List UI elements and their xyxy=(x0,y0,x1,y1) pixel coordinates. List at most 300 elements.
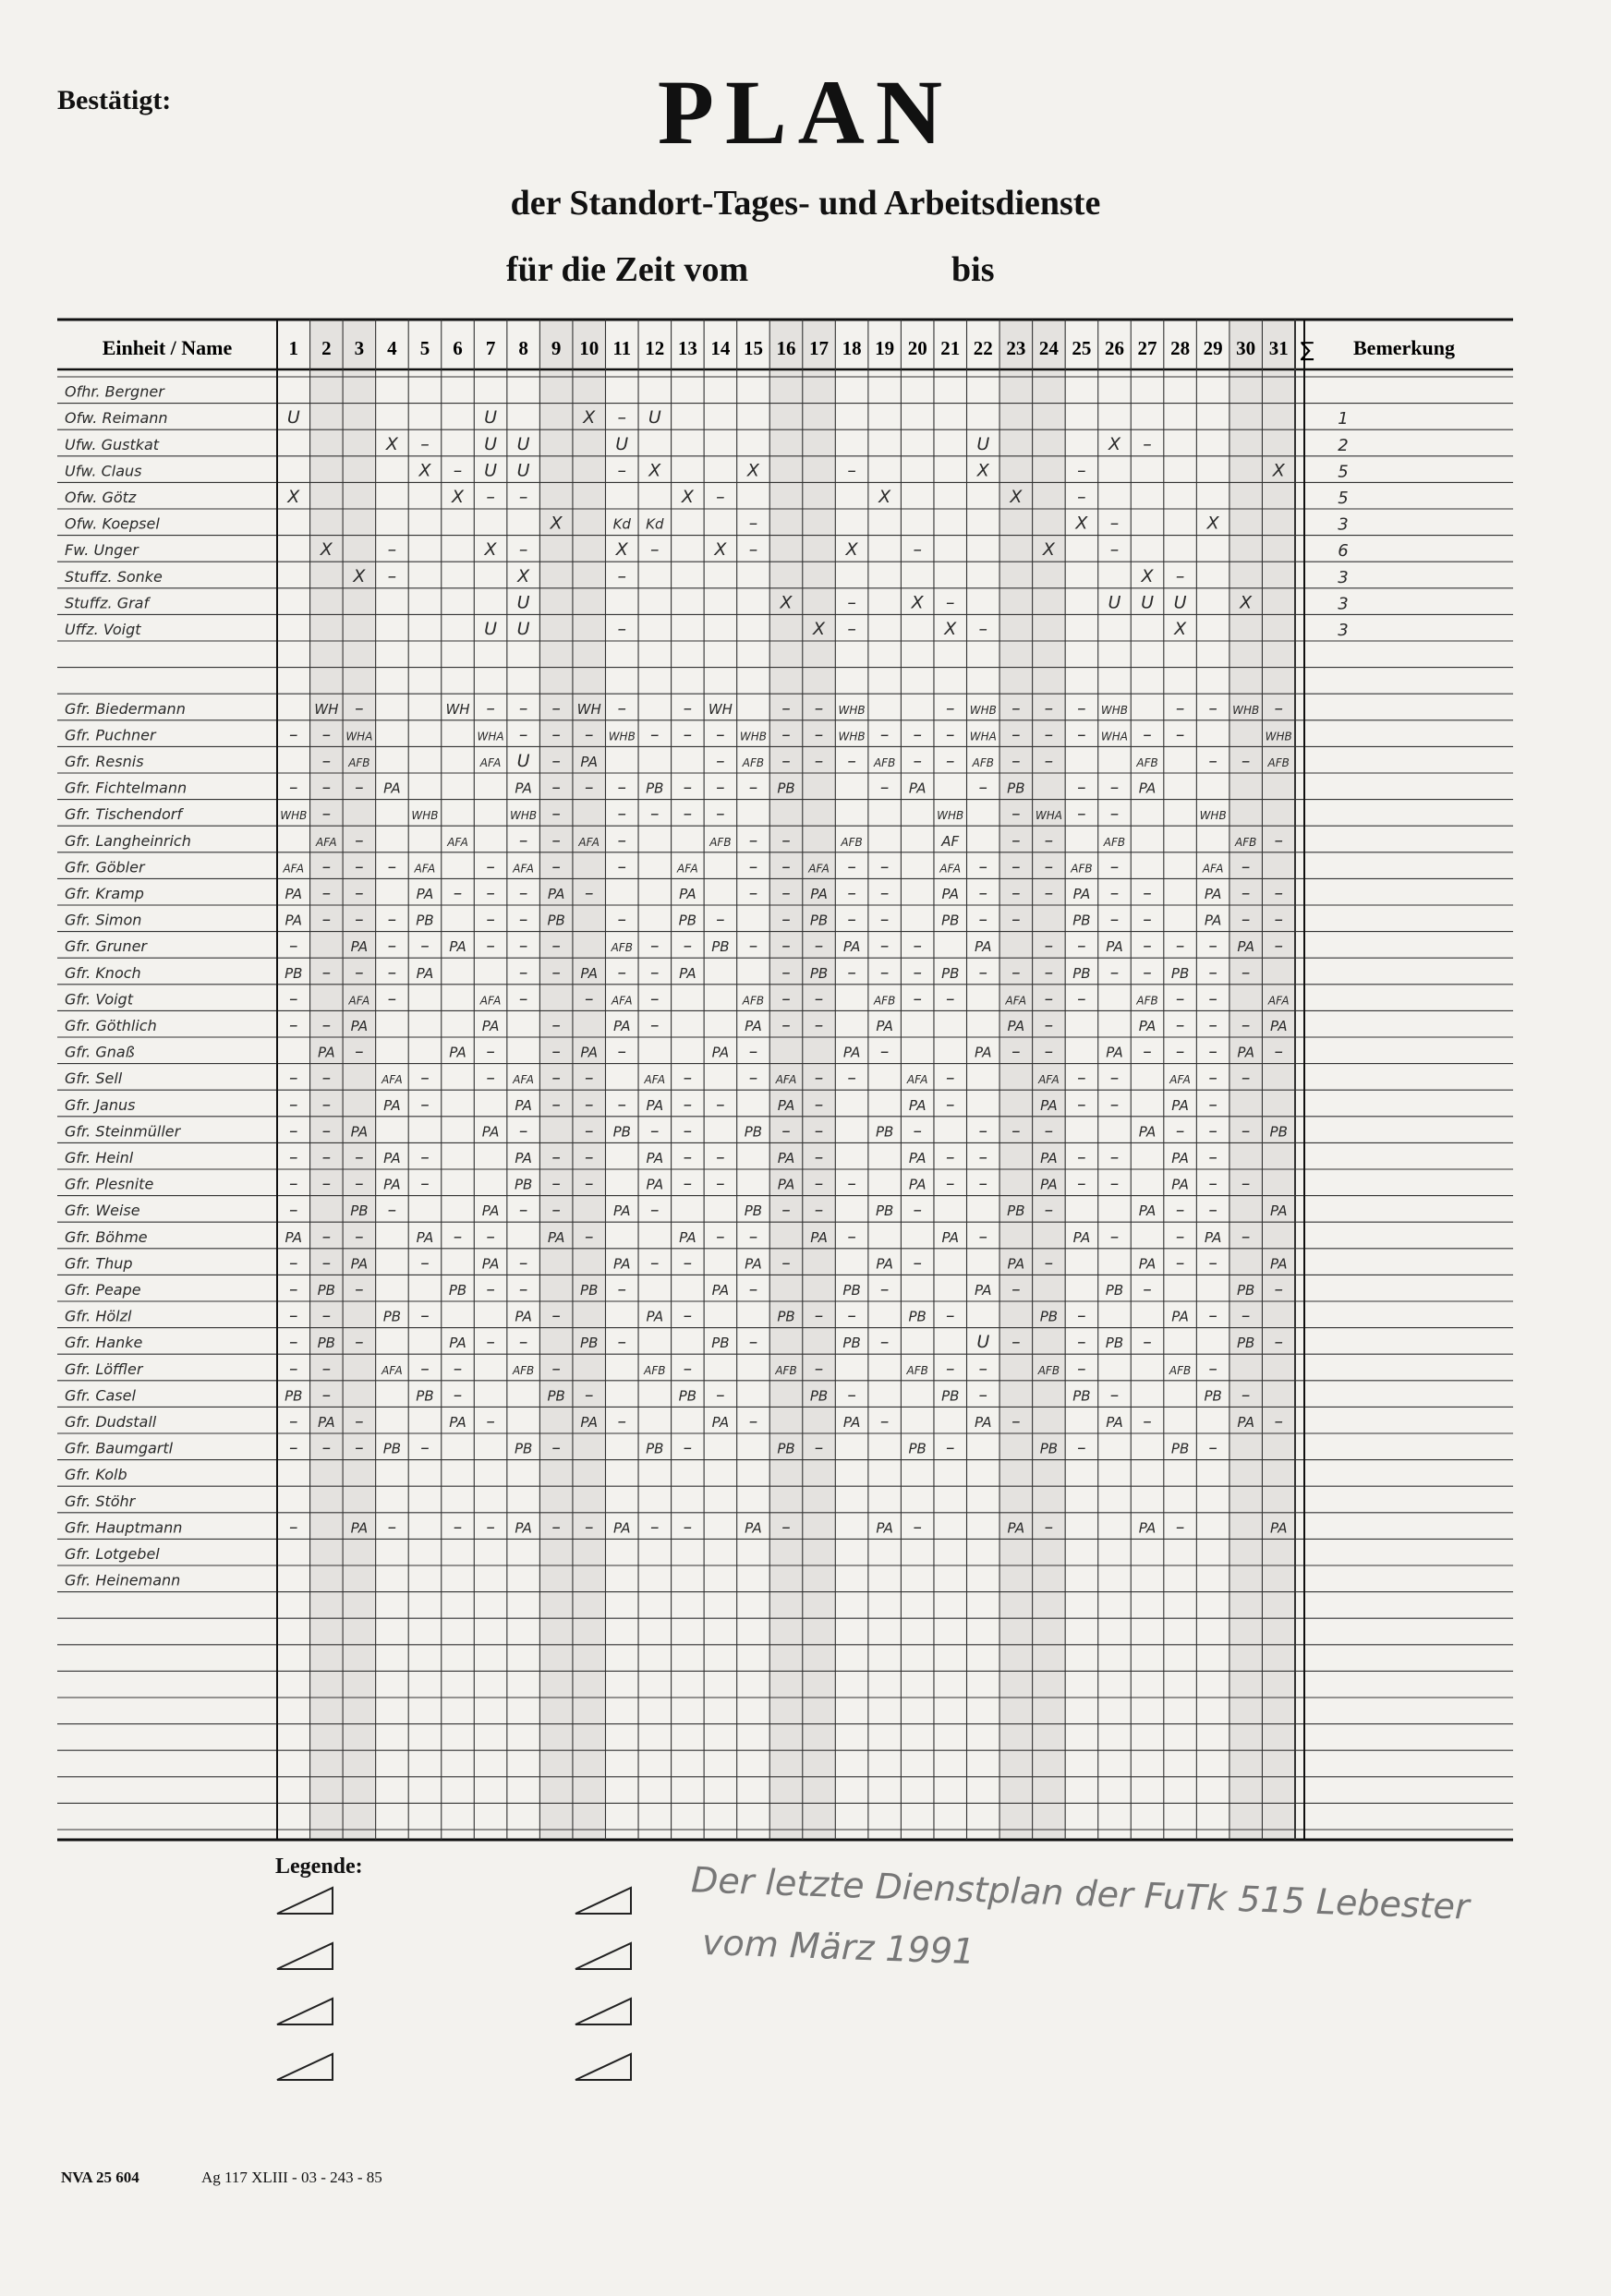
duty-mark: – xyxy=(518,487,528,507)
duty-mark: – xyxy=(1241,909,1251,930)
duty-mark: – xyxy=(814,1120,824,1142)
duty-mark: AFA xyxy=(644,1073,666,1087)
duty-mark: PB xyxy=(875,1202,894,1220)
duty-mark: – xyxy=(518,988,528,1009)
duty-mark: PB xyxy=(908,1440,927,1457)
duty-mark: PB xyxy=(678,912,697,929)
remark-column-header: Bemerkung xyxy=(1353,336,1455,359)
duty-mark: PB xyxy=(350,1202,369,1220)
duty-mark: – xyxy=(1044,988,1054,1009)
duty-mark: PB xyxy=(744,1202,763,1220)
duty-mark: – xyxy=(814,1147,824,1167)
day-header: 15 xyxy=(743,337,763,359)
duty-mark: PA xyxy=(515,1519,532,1537)
duty-mark: – xyxy=(289,1437,298,1458)
row-name: Gfr. Hauptmann xyxy=(65,1518,183,1537)
duty-mark: – xyxy=(814,697,824,719)
duty-mark: X xyxy=(714,539,727,561)
duty-mark: AFB xyxy=(1169,1363,1192,1377)
duty-mark: – xyxy=(1143,936,1152,957)
duty-mark: PA xyxy=(1138,1202,1157,1220)
duty-mark: – xyxy=(814,751,824,771)
duty-mark: – xyxy=(355,909,364,930)
duty-mark: PA xyxy=(515,1096,532,1114)
duty-mark: – xyxy=(1109,539,1120,561)
duty-mark: – xyxy=(355,829,364,851)
duty-mark: – xyxy=(1274,883,1283,903)
day-header: 27 xyxy=(1137,337,1157,359)
duty-mark: PA xyxy=(580,1414,598,1431)
duty-mark: – xyxy=(1077,1094,1086,1115)
duty-mark: U xyxy=(516,460,530,481)
duty-mark: – xyxy=(321,1068,332,1089)
duty-mark: WHB xyxy=(280,809,308,823)
duty-mark: – xyxy=(1143,961,1152,983)
duty-mark: – xyxy=(1143,1041,1152,1062)
duty-mark: – xyxy=(420,433,430,454)
duty-mark: AFA xyxy=(1038,1073,1060,1087)
duty-mark: AFB xyxy=(709,835,732,849)
duty-mark: PA xyxy=(449,1044,466,1061)
duty-mark: – xyxy=(781,961,791,983)
duty-mark: X xyxy=(418,460,431,481)
duty-mark: U xyxy=(648,407,661,429)
duty-mark: – xyxy=(551,1094,561,1115)
duty-mark: – xyxy=(1109,777,1120,798)
duty-mark: PA xyxy=(1237,1414,1254,1431)
weekend-column-shade xyxy=(343,320,376,1840)
duty-mark: AFB xyxy=(512,1363,535,1377)
duty-mark: PA xyxy=(1171,1176,1189,1193)
duty-mark: – xyxy=(584,1120,594,1142)
duty-mark: WH xyxy=(314,700,339,718)
duty-mark: – xyxy=(650,1517,660,1538)
duty-mark: PA xyxy=(580,754,598,770)
day-header: 19 xyxy=(875,337,895,359)
duty-mark: PB xyxy=(514,1440,533,1457)
duty-mark: – xyxy=(321,1305,332,1326)
duty-mark: X xyxy=(845,539,858,561)
duty-mark: PA xyxy=(612,1202,631,1220)
duty-mark: – xyxy=(1274,1411,1283,1432)
duty-mark: – xyxy=(584,1147,594,1167)
duty-mark: – xyxy=(879,1411,890,1432)
duty-mark: – xyxy=(1208,697,1217,719)
duty-mark: X xyxy=(583,407,596,429)
duty-mark: – xyxy=(814,1173,824,1194)
duty-mark: PA xyxy=(580,964,598,982)
duty-mark: – xyxy=(518,909,528,930)
duty-mark: PB xyxy=(1170,964,1190,982)
weekend-column-shade xyxy=(999,320,1033,1840)
duty-mark: – xyxy=(716,1147,725,1167)
duty-mark: PA xyxy=(876,1255,893,1273)
duty-mark: – xyxy=(748,513,758,534)
duty-mark: – xyxy=(945,988,955,1009)
duty-mark: – xyxy=(321,724,332,745)
duty-mark: WHB xyxy=(969,703,997,717)
duty-mark: – xyxy=(716,1094,725,1115)
duty-mark: – xyxy=(1208,1358,1217,1379)
duty-mark: – xyxy=(387,539,397,561)
duty-mark: PB xyxy=(1039,1308,1059,1325)
duty-mark: – xyxy=(1175,936,1185,957)
duty-mark: WHB xyxy=(1265,730,1292,743)
duty-mark: – xyxy=(486,856,495,877)
legend-symbols xyxy=(275,1884,645,2097)
duty-mark: – xyxy=(1044,697,1054,719)
duty-mark: – xyxy=(716,1173,725,1194)
duty-mark: – xyxy=(486,1226,495,1247)
duty-mark: – xyxy=(683,697,693,719)
duty-mark: – xyxy=(879,1041,890,1062)
duty-mark: AFB xyxy=(1071,862,1093,876)
duty-mark: – xyxy=(683,804,693,825)
duty-mark: – xyxy=(584,1173,594,1194)
row-name: Gfr. Dudstall xyxy=(65,1413,157,1431)
duty-mark: X xyxy=(385,433,398,454)
duty-mark: – xyxy=(847,909,856,930)
duty-mark: – xyxy=(1011,1279,1021,1299)
duty-mark: – xyxy=(1274,829,1283,851)
duty-mark: PB xyxy=(1039,1440,1059,1457)
duty-mark: – xyxy=(1077,1437,1086,1458)
duty-mark: PB xyxy=(842,1282,861,1299)
duty-mark: – xyxy=(1011,1411,1021,1432)
duty-mark: PA xyxy=(1138,779,1157,797)
duty-mark: – xyxy=(1241,1015,1251,1035)
duty-mark: AFA xyxy=(1267,994,1290,1008)
duty-mark: – xyxy=(617,565,627,586)
duty-mark: X xyxy=(1141,565,1154,586)
duty-mark: PB xyxy=(285,1387,303,1405)
duty-mark: – xyxy=(1077,1305,1086,1326)
duty-mark: – xyxy=(1143,1411,1152,1432)
row-name: Gfr. Böhme xyxy=(65,1227,148,1246)
duty-mark: – xyxy=(486,1411,495,1432)
duty-mark: – xyxy=(420,1437,430,1458)
day-header: 16 xyxy=(776,337,796,359)
duty-mark: – xyxy=(1109,856,1120,877)
duty-mark: – xyxy=(879,724,890,745)
duty-mark: – xyxy=(1208,1305,1217,1326)
duty-mark: – xyxy=(683,1517,693,1538)
duty-mark: PB xyxy=(711,938,730,956)
duty-mark: – xyxy=(716,487,725,507)
duty-mark: – xyxy=(1011,909,1021,930)
duty-mark: – xyxy=(1077,1358,1086,1379)
duty-mark: – xyxy=(781,936,791,957)
duty-mark: AFA xyxy=(611,994,633,1008)
duty-mark: – xyxy=(748,1279,758,1299)
day-header: 31 xyxy=(1268,337,1289,359)
duty-mark: PA xyxy=(350,938,369,956)
duty-mark: PB xyxy=(941,912,960,929)
row-name: Fw. Unger xyxy=(65,541,139,560)
duty-mark: – xyxy=(1175,1517,1185,1538)
duty-mark: PA xyxy=(318,1044,335,1061)
duty-mark: – xyxy=(1175,1200,1185,1221)
duty-mark: – xyxy=(1143,1279,1152,1299)
duty-mark: X xyxy=(944,619,957,639)
day-header: 25 xyxy=(1072,337,1092,359)
row-name: Gfr. Simon xyxy=(65,911,142,929)
duty-mark: – xyxy=(847,961,856,983)
duty-mark: PA xyxy=(679,1228,696,1246)
duty-mark: PB xyxy=(514,1176,533,1193)
duty-mark: – xyxy=(1274,1041,1283,1062)
duty-mark: – xyxy=(551,1305,561,1326)
handwritten-note-line2: vom März 1991 xyxy=(701,1921,975,1973)
duty-mark: – xyxy=(1274,697,1283,719)
duty-mark: – xyxy=(945,1437,955,1458)
duty-mark: – xyxy=(748,1226,758,1247)
duty-mark: – xyxy=(683,1147,693,1167)
duty-mark: PB xyxy=(547,1387,565,1405)
duty-mark: U xyxy=(1141,592,1154,613)
duty-mark: X xyxy=(1042,539,1055,561)
duty-mark: – xyxy=(420,1173,430,1194)
duty-mark: – xyxy=(1109,804,1120,825)
duty-mark: – xyxy=(978,1384,988,1406)
duty-mark: AFA xyxy=(775,1073,797,1087)
duty-mark: – xyxy=(748,829,758,851)
duty-mark: – xyxy=(1143,883,1152,903)
duty-mark: – xyxy=(847,1173,856,1194)
duty-mark: – xyxy=(289,1120,298,1142)
duty-mark: – xyxy=(584,724,594,745)
duty-mark: PA xyxy=(1269,1519,1288,1537)
duty-mark: – xyxy=(716,724,725,745)
row-name: Stuffz. Sonke xyxy=(65,567,163,586)
duty-mark: – xyxy=(879,883,890,903)
day-header: 11 xyxy=(612,337,632,359)
row-name: Gfr. Löffler xyxy=(65,1359,143,1378)
duty-mark: – xyxy=(551,804,561,825)
duty-mark: PB xyxy=(941,1387,960,1405)
duty-mark: PA xyxy=(383,1150,401,1166)
duty-mark: PA xyxy=(1269,1202,1288,1220)
duty-mark: PA xyxy=(612,1255,631,1273)
duty-mark: – xyxy=(321,1094,332,1115)
row-name: Gfr. Baumgartl xyxy=(65,1439,174,1457)
duty-mark: – xyxy=(650,961,660,983)
day-header: 30 xyxy=(1236,337,1256,359)
duty-mark: AFA xyxy=(939,862,962,876)
duty-mark: – xyxy=(683,1437,693,1458)
row-remark: 2 xyxy=(1338,435,1349,455)
duty-mark: – xyxy=(1044,1015,1054,1035)
duty-mark: – xyxy=(1208,1120,1217,1142)
duty-mark: – xyxy=(289,1411,298,1432)
row-remark: 6 xyxy=(1338,541,1349,562)
duty-mark: – xyxy=(551,724,561,745)
form-number: NVA 25 604 xyxy=(61,2169,139,2186)
duty-mark: PA xyxy=(547,886,565,902)
row-name: Gfr. Voigt xyxy=(65,990,133,1009)
duty-mark: – xyxy=(321,1252,332,1274)
duty-mark: PA xyxy=(646,1176,664,1193)
duty-mark: AFA xyxy=(283,862,305,876)
duty-mark: – xyxy=(1208,1252,1217,1274)
duty-mark: PB xyxy=(1007,779,1025,797)
duty-mark: PA xyxy=(810,1228,828,1246)
duty-mark: – xyxy=(978,961,988,983)
duty-mark: PA xyxy=(1269,1018,1288,1034)
duty-mark: – xyxy=(748,1411,758,1432)
duty-mark: – xyxy=(1175,1120,1185,1142)
legend-triangle-icon xyxy=(575,1888,631,1914)
duty-mark: – xyxy=(847,883,856,903)
day-header: 26 xyxy=(1104,337,1124,359)
duty-mark: – xyxy=(847,856,856,877)
duty-mark: PB xyxy=(777,779,795,797)
duty-mark: X xyxy=(550,513,563,534)
duty-mark: – xyxy=(518,829,528,851)
duty-mark: – xyxy=(617,1094,627,1115)
duty-mark: – xyxy=(321,804,332,825)
duty-mark: U xyxy=(484,407,498,429)
period-to-label: bis xyxy=(951,250,995,289)
duty-mark: – xyxy=(847,1384,856,1406)
duty-mark: PA xyxy=(285,886,303,902)
duty-mark: – xyxy=(551,697,561,719)
row-name: Gfr. Tischendorf xyxy=(65,805,182,824)
row-name: Gfr. Hölzl xyxy=(65,1307,132,1325)
duty-mark: AFB xyxy=(1267,756,1290,769)
duty-mark: – xyxy=(1109,909,1120,930)
duty-mark: PA xyxy=(908,1096,927,1114)
duty-mark: AFB xyxy=(1037,1363,1060,1377)
duty-mark: – xyxy=(1208,1147,1217,1167)
duty-mark: – xyxy=(650,936,660,957)
duty-mark: PB xyxy=(777,1308,795,1325)
duty-mark: – xyxy=(551,856,561,877)
duty-mark: – xyxy=(289,1517,298,1538)
duty-mark: – xyxy=(289,936,298,957)
duty-mark: – xyxy=(355,1437,364,1458)
duty-mark: – xyxy=(978,1147,988,1167)
duty-mark: – xyxy=(1011,829,1021,851)
duty-mark: – xyxy=(551,1015,561,1035)
duty-mark: – xyxy=(551,1147,561,1167)
duty-mark: PB xyxy=(285,964,303,982)
duty-mark: – xyxy=(321,856,332,877)
duty-mark: – xyxy=(1274,936,1283,957)
duty-mark: PA xyxy=(876,1519,893,1537)
duty-mark: – xyxy=(1077,936,1086,957)
duty-mark: X xyxy=(484,539,497,561)
row-name: Gfr. Resnis xyxy=(65,753,144,770)
duty-mark: AFA xyxy=(316,835,337,849)
name-column-header: Einheit / Name xyxy=(102,336,233,359)
duty-mark: U xyxy=(484,619,498,639)
row-name: Gfr. Fichtelmann xyxy=(65,779,188,797)
duty-mark: – xyxy=(716,804,725,825)
duty-mark: – xyxy=(650,988,660,1009)
duty-mark: PA xyxy=(1106,1414,1123,1431)
duty-mark: PA xyxy=(908,1150,927,1166)
duty-mark: WHA xyxy=(477,730,504,743)
day-header: 9 xyxy=(551,337,562,359)
duty-mark: PB xyxy=(1269,1123,1288,1141)
duty-mark: WHB xyxy=(510,809,538,823)
duty-mark: – xyxy=(518,539,528,561)
duty-mark: U xyxy=(516,592,530,613)
duty-mark: – xyxy=(1208,936,1217,957)
duty-mark: WHA xyxy=(1035,809,1062,823)
duty-mark: PA xyxy=(449,938,466,956)
duty-mark: WHB xyxy=(608,730,636,743)
duty-mark: – xyxy=(1241,1173,1251,1194)
row-remark: 3 xyxy=(1338,567,1349,587)
duty-mark: PA xyxy=(646,1308,664,1325)
duty-mark: – xyxy=(781,1252,791,1274)
duty-mark: – xyxy=(978,1358,988,1379)
row-name: Gfr. Casel xyxy=(65,1386,136,1405)
duty-mark: WH xyxy=(708,700,733,718)
duty-mark: WH xyxy=(576,700,601,718)
legend-triangle-icon xyxy=(575,2054,631,2080)
duty-mark: – xyxy=(1077,1332,1086,1353)
duty-mark: – xyxy=(355,1411,364,1432)
duty-mark: – xyxy=(1077,1147,1086,1167)
duty-mark: PA xyxy=(842,1044,861,1061)
duty-mark: – xyxy=(617,697,627,719)
duty-mark: – xyxy=(1077,988,1086,1009)
duty-mark: – xyxy=(453,1384,463,1406)
row-name: Gfr. Steinmüller xyxy=(65,1122,181,1141)
duty-mark: PA xyxy=(1269,1255,1288,1273)
duty-mark: – xyxy=(453,1358,463,1379)
duty-mark: PA xyxy=(842,1414,861,1431)
duty-mark: – xyxy=(1011,804,1021,825)
row-name: Uffz. Voigt xyxy=(65,621,141,638)
duty-mark: PA xyxy=(1040,1096,1058,1114)
duty-mark: – xyxy=(486,487,495,507)
duty-mark: WHA xyxy=(969,730,997,743)
duty-mark: – xyxy=(289,777,298,798)
duty-mark: – xyxy=(945,592,955,613)
duty-mark: – xyxy=(453,1226,463,1247)
duty-mark: – xyxy=(1175,565,1185,586)
row-name: Gfr. Plesnite xyxy=(65,1175,154,1193)
duty-mark: PA xyxy=(1138,1519,1157,1537)
duty-mark: PB xyxy=(809,964,829,982)
duty-mark: WHB xyxy=(838,730,866,743)
duty-mark: X xyxy=(780,592,793,613)
duty-mark: – xyxy=(781,697,791,719)
duty-mark: – xyxy=(814,1437,824,1458)
duty-mark: – xyxy=(1175,1226,1185,1247)
duty-mark: PB xyxy=(416,912,434,929)
duty-mark: PA xyxy=(679,964,696,982)
duty-mark: X xyxy=(648,460,661,481)
duty-mark: – xyxy=(518,883,528,903)
duty-mark: PB xyxy=(317,1335,335,1352)
duty-mark: PB xyxy=(1237,1282,1255,1299)
duty-mark: – xyxy=(879,909,890,930)
duty-mark: – xyxy=(551,1200,561,1221)
duty-mark: – xyxy=(453,1517,463,1538)
duty-mark: – xyxy=(321,1015,332,1035)
duty-mark: X xyxy=(452,487,465,507)
duty-mark: – xyxy=(978,909,988,930)
duty-mark: – xyxy=(289,1358,298,1379)
duty-mark: – xyxy=(289,1094,298,1115)
duty-mark: – xyxy=(486,1068,495,1089)
duty-mark: – xyxy=(781,856,791,877)
